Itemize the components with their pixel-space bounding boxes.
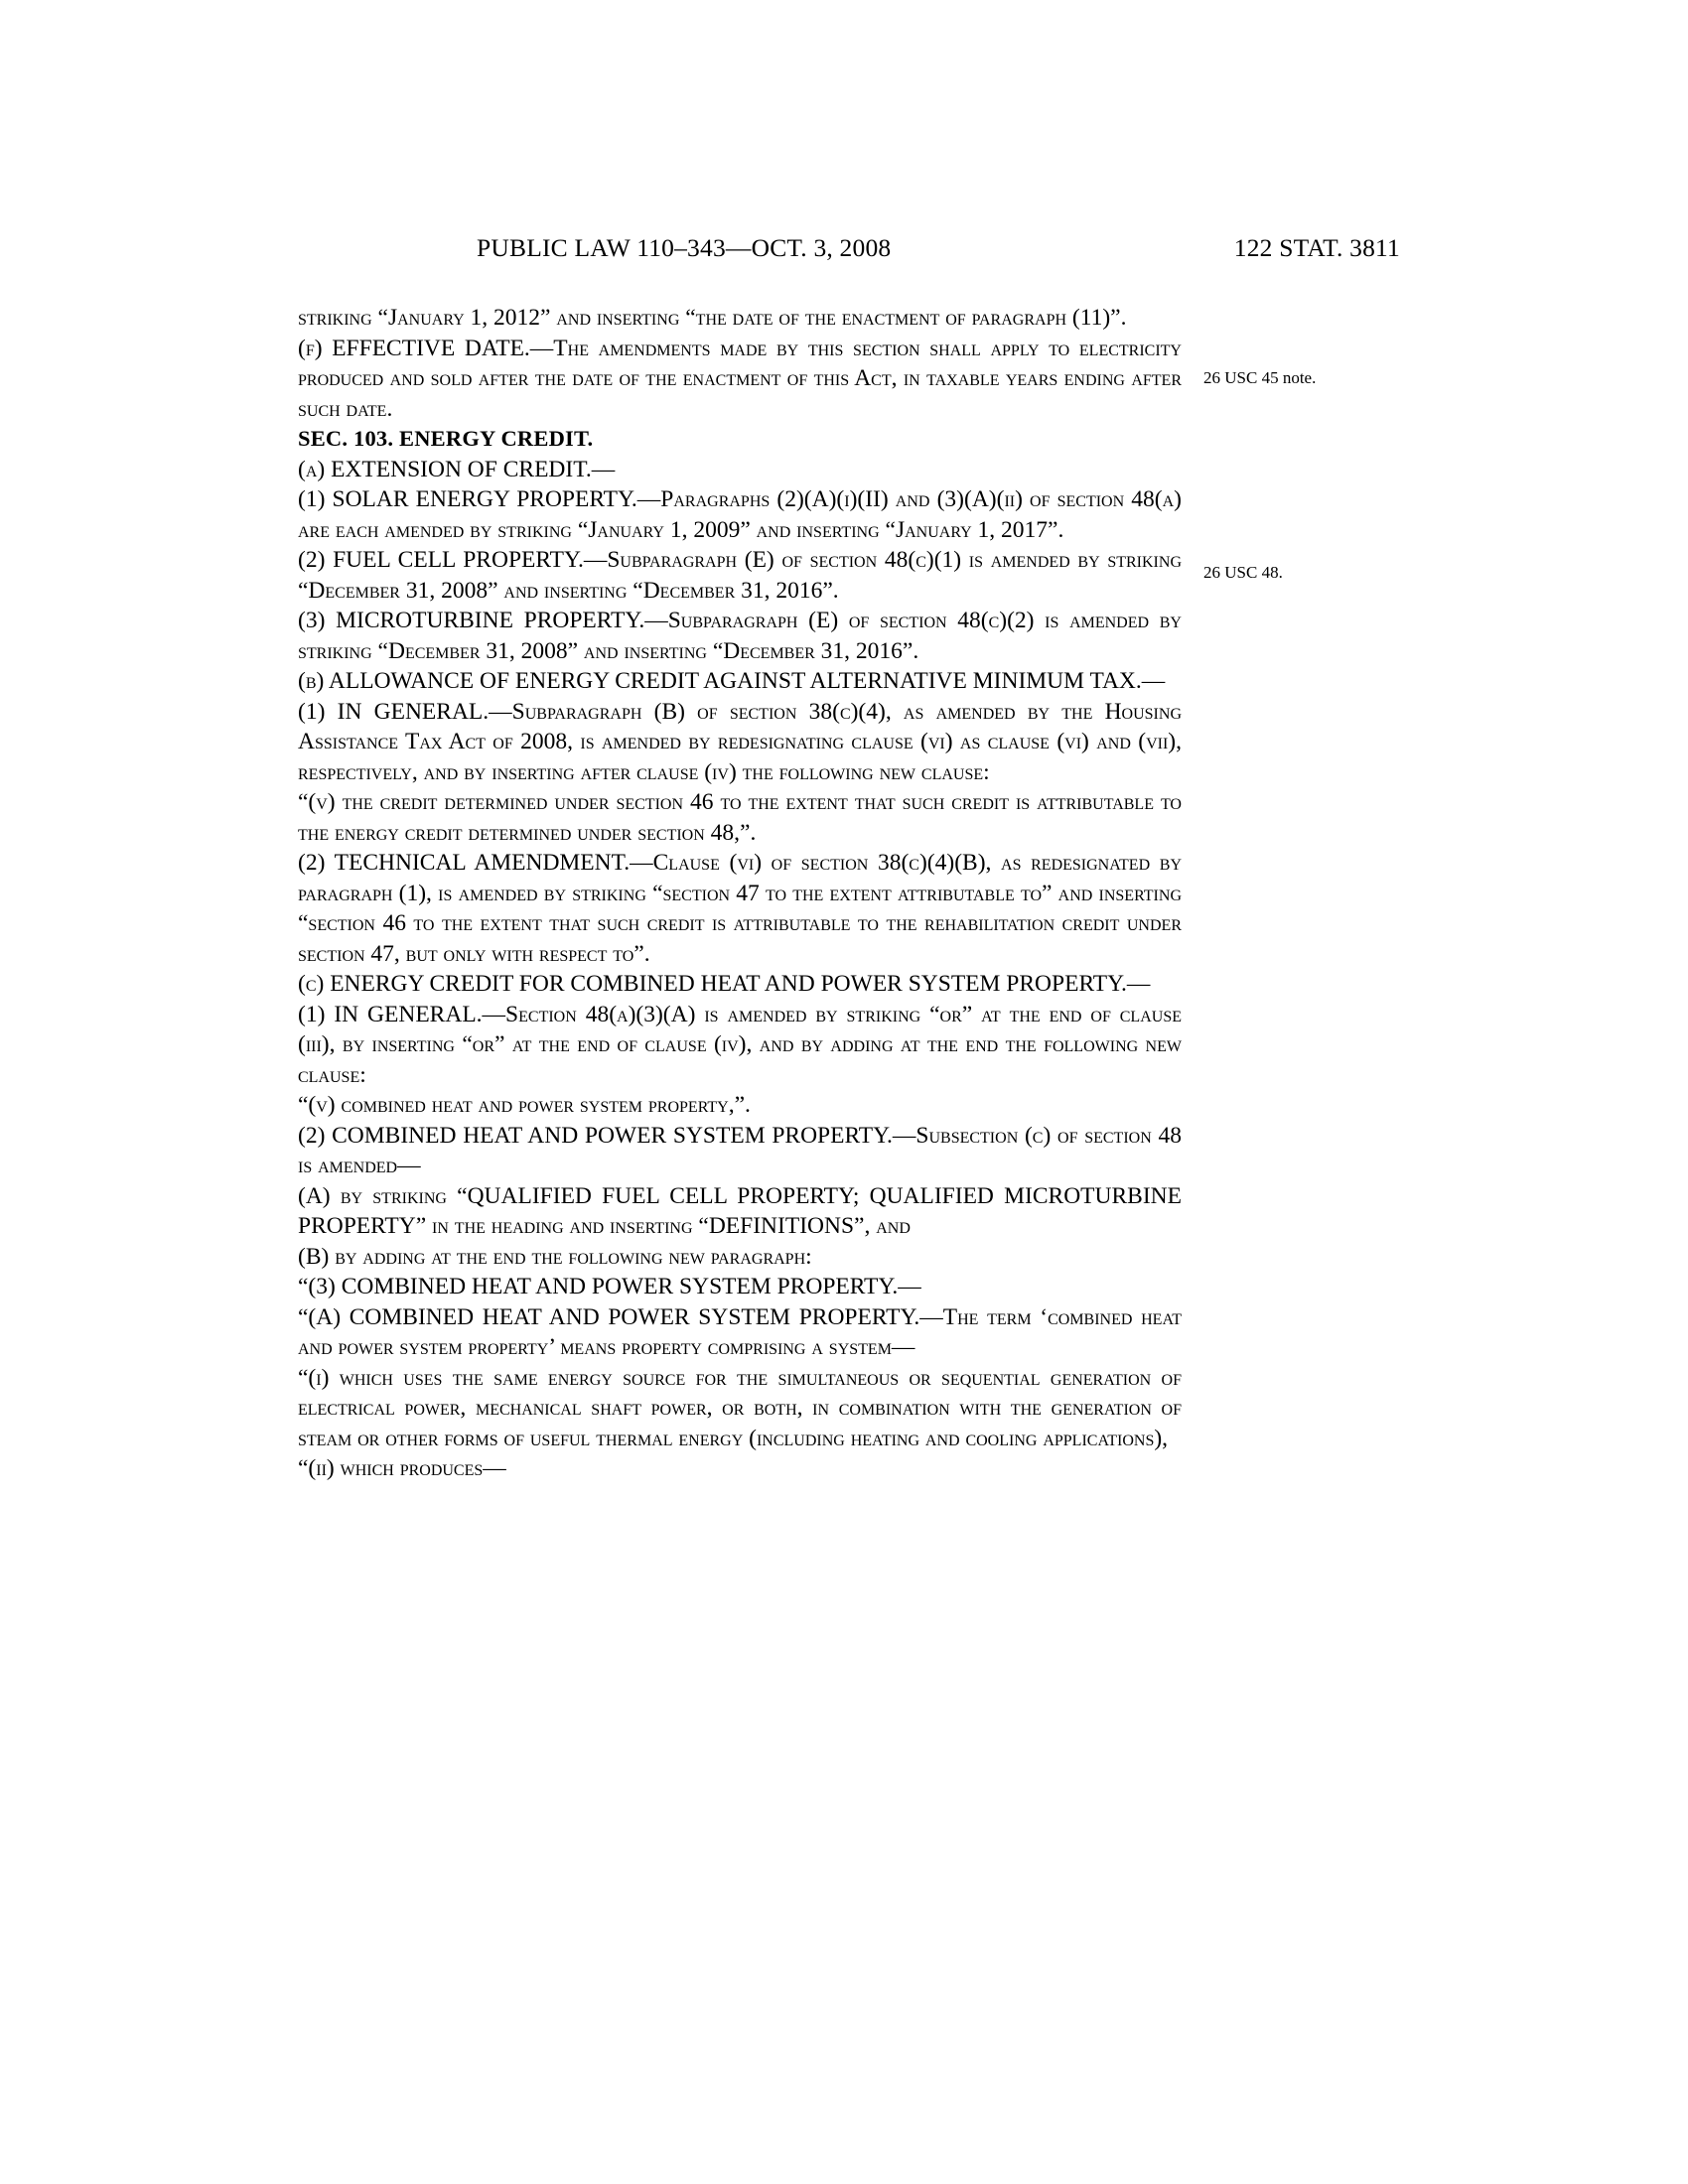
margin-note-usc-48: 26 USC 48. bbox=[1203, 563, 1283, 582]
paragraph-striking-jan-2012: striking “January 1, 2012” and inserting “the date of the enactment of paragraph (11)”. bbox=[298, 305, 1127, 331]
paragraph-energy-credit-chp: (c) ENERGY CREDIT FOR COMBINED HEAT AND POWER SYSTEM PROPERTY.— bbox=[298, 971, 1151, 997]
paragraph-effective-date: (f) EFFECTIVE DATE.—The amendments made by this section shall apply to electricity produced and sold after the date of the enactment of this Act, in taxable years ending after such date. bbox=[298, 335, 1182, 422]
running-head-left: PUBLIC LAW 110–343—OCT. 3, 2008 bbox=[477, 233, 892, 262]
paragraph-subpara-a-striking-heading: (A) by striking “QUALIFIED FUEL CELL PROPERTY; QUALIFIED MICROTURBINE PROPERTY” in the heading and inserting “DEFINITIONS”, and bbox=[298, 1182, 1182, 1239]
paragraph-in-general-38c4: (1) IN GENERAL.—Subparagraph (B) of section 38(c)(4), as amended by the Housing Assistance Tax Act of 2008, is amended by redesignating clause (vi) as clause (vi) and (vii), respectively, and by inserting after clause (iv) the following new clause: bbox=[298, 698, 1182, 785]
paragraph-extension-of-credit: (a) EXTENSION OF CREDIT.— bbox=[298, 456, 616, 482]
quote-clause-ii-which-produces: “(ii) which produces— bbox=[298, 1455, 506, 1481]
section-heading-103: SEC. 103. ENERGY CREDIT. bbox=[298, 426, 594, 451]
margin-note-usc-45: 26 USC 45 note. bbox=[1203, 368, 1317, 387]
paragraph-microturbine-property: (3) MICROTURBINE PROPERTY.—Subparagraph (E) of section 48(c)(2) is amended by striking “December 31, 2008” and inserting “December 31, 2016”. bbox=[298, 608, 1182, 664]
paragraph-in-general-48a3a: (1) IN GENERAL.—Section 48(a)(3)(A) is amended by striking “or” at the end of clause (iii), by inserting “or” at the end of clause (iv), and by adding at the end the following new clause: bbox=[298, 1001, 1182, 1088]
paragraph-technical-amendment: (2) TECHNICAL AMENDMENT.—Clause (vi) of section 38(c)(4)(B), as redesignated by paragraph (1), is amended by striking “section 47 to the extent attributable to” and inserting “section 46 to the extent that such credit is attributable to the rehabilitation credit under section 47, but only with respect to”. bbox=[298, 850, 1182, 967]
quote-clause-i-same-energy-source: “(i) which uses the same energy source for the simultaneous or sequential generation of electrical power, mechanical shaft power, or both, in combination with the generation of steam or other forms of useful thermal energy (including heating and cooling applications), bbox=[298, 1364, 1182, 1451]
body-column bbox=[298, 303, 1182, 1484]
paragraph-allowance-amt: (b) ALLOWANCE OF ENERGY CREDIT AGAINST ALTERNATIVE MINIMUM TAX.— bbox=[298, 668, 1166, 694]
quote-clause-v-credit-46: “(v) the credit determined under section 46 to the extent that such credit is attributable to the energy credit determined under section 48,”. bbox=[298, 789, 1182, 846]
quote-paragraph-3-heading: “(3) COMBINED HEAT AND POWER SYSTEM PROPERTY.— bbox=[298, 1274, 921, 1299]
paragraph-chp-system-property: (2) COMBINED HEAT AND POWER SYSTEM PROPERTY.—Subsection (c) of section 48 is amended— bbox=[298, 1122, 1182, 1178]
paragraph-subpara-b-adding-paragraph: (B) by adding at the end the following new paragraph: bbox=[298, 1243, 812, 1270]
quote-subpara-a-definition: “(A) COMBINED HEAT AND POWER SYSTEM PROPERTY.—The term ‘combined heat and power system property’ means property comprising a system— bbox=[298, 1303, 1182, 1360]
paragraph-fuel-cell-property: (2) FUEL CELL PROPERTY.—Subparagraph (E) of section 48(c)(1) is amended by striking “December 31, 2008” and inserting “December 31, 2016”. bbox=[298, 547, 1182, 604]
quote-clause-v-chp-property: “(v) combined heat and power system property,”. bbox=[298, 1092, 751, 1118]
running-head-right: 122 STAT. 3811 bbox=[1233, 233, 1400, 262]
paragraph-solar-energy-property: (1) SOLAR ENERGY PROPERTY.—Paragraphs (2)(A)(i)(II) and (3)(A)(ii) of section 48(a) are each amended by striking “January 1, 2009” and inserting “January 1, 2017”. bbox=[298, 486, 1182, 543]
